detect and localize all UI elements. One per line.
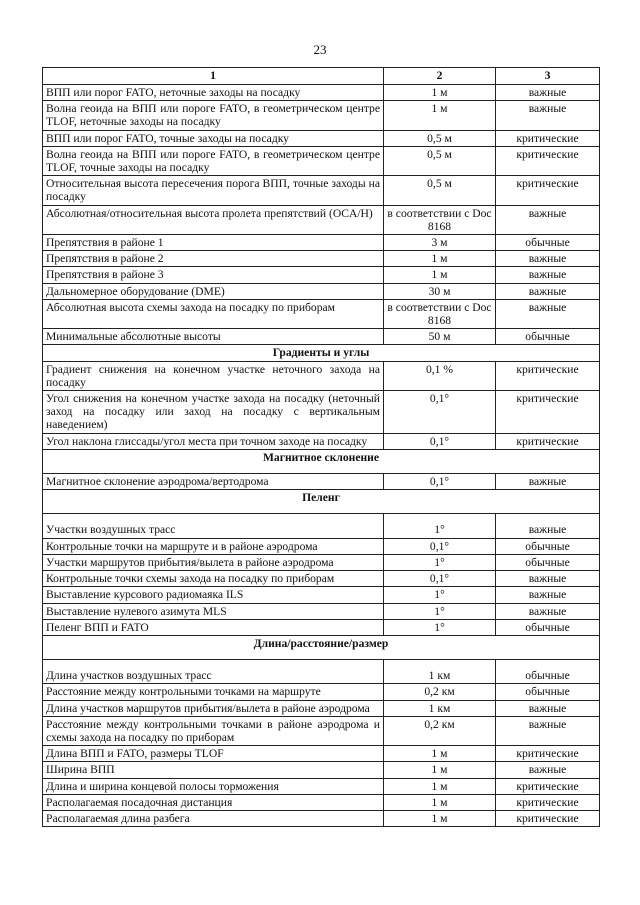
accuracy-cell: 1 м [384, 267, 496, 283]
classification-cell: важные [496, 603, 600, 619]
table-row [43, 716, 600, 745]
classification-cell: обычные [496, 235, 600, 251]
accuracy-cell: 1 м [384, 778, 496, 794]
table-row [43, 746, 600, 762]
accuracy-cell: 1 м [384, 746, 496, 762]
classification-cell: важные [496, 587, 600, 603]
parameter-cell: Участки маршрутов прибытия/вылета в районе аэродрома [43, 554, 384, 570]
classification-cell: обычные [496, 329, 600, 345]
table-row [43, 391, 600, 434]
table-row [43, 251, 600, 267]
accuracy-cell: 1° [384, 554, 496, 570]
table-row [43, 101, 600, 130]
parameter-cell: Пеленг ВПП и FATO [43, 619, 384, 635]
accuracy-cell: 3 м [384, 235, 496, 251]
table-row [43, 474, 600, 490]
section-header-row [43, 635, 600, 659]
parameter-cell: Длина ВПП и FATO, размеры TLOF [43, 746, 384, 762]
parameter-cell: Контрольные точки на маршруте и в районе аэродрома [43, 538, 384, 554]
parameter-cell: Волна геоида на ВПП или пороге FATO, в геометрическом центре TLOF, неточные заходы на посадку [43, 101, 384, 130]
table-row [43, 810, 600, 826]
parameter-cell: Магнитное склонение аэродрома/вертодрома [43, 474, 384, 490]
parameter-cell: Расстояние между контрольными точками на маршруте [43, 684, 384, 700]
table-row [43, 587, 600, 603]
section-title: Пеленг [43, 490, 600, 514]
classification-cell: критические [496, 794, 600, 810]
classification-cell: обычные [496, 554, 600, 570]
table-row [43, 283, 600, 299]
parameter-cell: Угол снижения на конечном участке захода на посадку (неточный заход на посадку или заход на посадку с вертикальным наведением) [43, 391, 384, 434]
table-header-row [43, 68, 600, 85]
section-header-row [43, 490, 600, 514]
table-row [43, 684, 600, 700]
parameter-cell: Относительная высота пересечения порога ВПП, точные заходы на посадку [43, 176, 384, 205]
classification-cell: критические [496, 146, 600, 175]
accuracy-cell: 0,1° [384, 433, 496, 449]
table-row [43, 433, 600, 449]
classification-cell: критические [496, 130, 600, 146]
accuracy-cell: 0,1° [384, 571, 496, 587]
accuracy-cell: 1° [384, 603, 496, 619]
classification-cell: важные [496, 267, 600, 283]
classification-cell: важные [496, 514, 600, 538]
classification-cell: важные [496, 85, 600, 101]
classification-cell: важные [496, 700, 600, 716]
table-row [43, 762, 600, 778]
section-header-row [43, 345, 600, 361]
classification-cell: важные [496, 571, 600, 587]
classification-cell: важные [496, 474, 600, 490]
classification-cell: обычные [496, 684, 600, 700]
table-row [43, 176, 600, 205]
parameter-cell: Длина участков маршрутов прибытия/вылета в районе аэродрома [43, 700, 384, 716]
table-row [43, 146, 600, 175]
parameter-cell: Ширина ВПП [43, 762, 384, 778]
column-header-3: 3 [496, 68, 600, 85]
parameter-cell: Градиент снижения на конечном участке неточного захода на посадку [43, 361, 384, 390]
parameter-cell: Контрольные точки схемы захода на посадку по приборам [43, 571, 384, 587]
classification-cell: важные [496, 101, 600, 130]
classification-cell: важные [496, 716, 600, 745]
classification-cell: критические [496, 391, 600, 434]
accuracy-cell: 1 м [384, 101, 496, 130]
table-row [43, 700, 600, 716]
parameter-cell: Выставление нулевого азимута MLS [43, 603, 384, 619]
table-row [43, 235, 600, 251]
table-row [43, 603, 600, 619]
parameter-cell: Абсолютная высота схемы захода на посадку по приборам [43, 299, 384, 328]
accuracy-cell: 50 м [384, 329, 496, 345]
parameter-cell: Располагаемая длина разбега [43, 810, 384, 826]
table-row [43, 205, 600, 234]
accuracy-cell: в соответствии с Doc 8168 [384, 299, 496, 328]
classification-cell: критические [496, 810, 600, 826]
table-row [43, 794, 600, 810]
classification-cell: важные [496, 299, 600, 328]
table-row [43, 778, 600, 794]
classification-cell: важные [496, 762, 600, 778]
table-row [43, 571, 600, 587]
accuracy-cell: 0,1° [384, 474, 496, 490]
accuracy-table-body [43, 68, 600, 827]
accuracy-cell: 1 км [384, 700, 496, 716]
accuracy-cell: 0,5 м [384, 176, 496, 205]
accuracy-cell: в соответствии с Doc 8168 [384, 205, 496, 234]
parameter-cell: ВПП или порог FATO, точные заходы на посадку [43, 130, 384, 146]
accuracy-cell: 1° [384, 514, 496, 538]
classification-cell: критические [496, 176, 600, 205]
parameter-cell: Длина и ширина концевой полосы торможения [43, 778, 384, 794]
table-row [43, 361, 600, 390]
section-title: Длина/расстояние/размер [43, 635, 600, 659]
table-row [43, 514, 600, 538]
table-row [43, 554, 600, 570]
table-row [43, 130, 600, 146]
parameter-cell: Дальномерное оборудование (DME) [43, 283, 384, 299]
section-title: Магнитное склонение [43, 449, 600, 473]
parameter-cell: Угол наклона глиссады/угол места при точном заходе на посадку [43, 433, 384, 449]
classification-cell: критические [496, 433, 600, 449]
table-row [43, 619, 600, 635]
accuracy-cell: 1° [384, 587, 496, 603]
accuracy-cell: 1 км [384, 660, 496, 684]
parameter-cell: ВПП или порог FATO, неточные заходы на посадку [43, 85, 384, 101]
table-row [43, 329, 600, 345]
table-row [43, 538, 600, 554]
section-title: Градиенты и углы [43, 345, 600, 361]
classification-cell: важные [496, 283, 600, 299]
classification-cell: важные [496, 205, 600, 234]
parameter-cell: Минимальные абсолютные высоты [43, 329, 384, 345]
parameter-cell: Препятствия в районе 1 [43, 235, 384, 251]
classification-cell: критические [496, 361, 600, 390]
table-row [43, 299, 600, 328]
parameter-cell: Волна геоида на ВПП или пороге FATO, в геометрическом центре TLOF, точные заходы на посадку [43, 146, 384, 175]
table-row [43, 267, 600, 283]
accuracy-table [42, 67, 600, 827]
parameter-cell: Абсолютная/относительная высота пролета препятствий (OCA/H) [43, 205, 384, 234]
parameter-cell: Расстояние между контрольными точками в районе аэродрома и схемы захода на посадку по приборам [43, 716, 384, 745]
classification-cell: критические [496, 746, 600, 762]
classification-cell: обычные [496, 660, 600, 684]
accuracy-cell: 1° [384, 619, 496, 635]
accuracy-cell: 30 м [384, 283, 496, 299]
classification-cell: критические [496, 778, 600, 794]
page-number: 23 [313, 42, 327, 57]
accuracy-cell: 0,1° [384, 391, 496, 434]
parameter-cell: Препятствия в районе 2 [43, 251, 384, 267]
table-row [43, 85, 600, 101]
column-header-2: 2 [384, 68, 496, 85]
accuracy-cell: 0,1° [384, 538, 496, 554]
accuracy-cell: 1 м [384, 85, 496, 101]
parameter-cell: Располагаемая посадочная дистанция [43, 794, 384, 810]
accuracy-cell: 0,5 м [384, 130, 496, 146]
parameter-cell: Длина участков воздушных трасс [43, 660, 384, 684]
accuracy-cell: 0,1 % [384, 361, 496, 390]
accuracy-cell: 0,2 км [384, 684, 496, 700]
classification-cell: обычные [496, 619, 600, 635]
classification-cell: обычные [496, 538, 600, 554]
classification-cell: важные [496, 251, 600, 267]
accuracy-cell: 0,2 км [384, 716, 496, 745]
parameter-cell: Участки воздушных трасс [43, 514, 384, 538]
accuracy-cell: 1 м [384, 762, 496, 778]
parameter-cell: Препятствия в районе 3 [43, 267, 384, 283]
column-header-1: 1 [43, 68, 384, 85]
table-row [43, 660, 600, 684]
section-header-row [43, 449, 600, 473]
accuracy-cell: 1 м [384, 810, 496, 826]
accuracy-cell: 1 м [384, 794, 496, 810]
accuracy-cell: 0,5 м [384, 146, 496, 175]
parameter-cell: Выставление курсового радиомаяка ILS [43, 587, 384, 603]
accuracy-cell: 1 м [384, 251, 496, 267]
